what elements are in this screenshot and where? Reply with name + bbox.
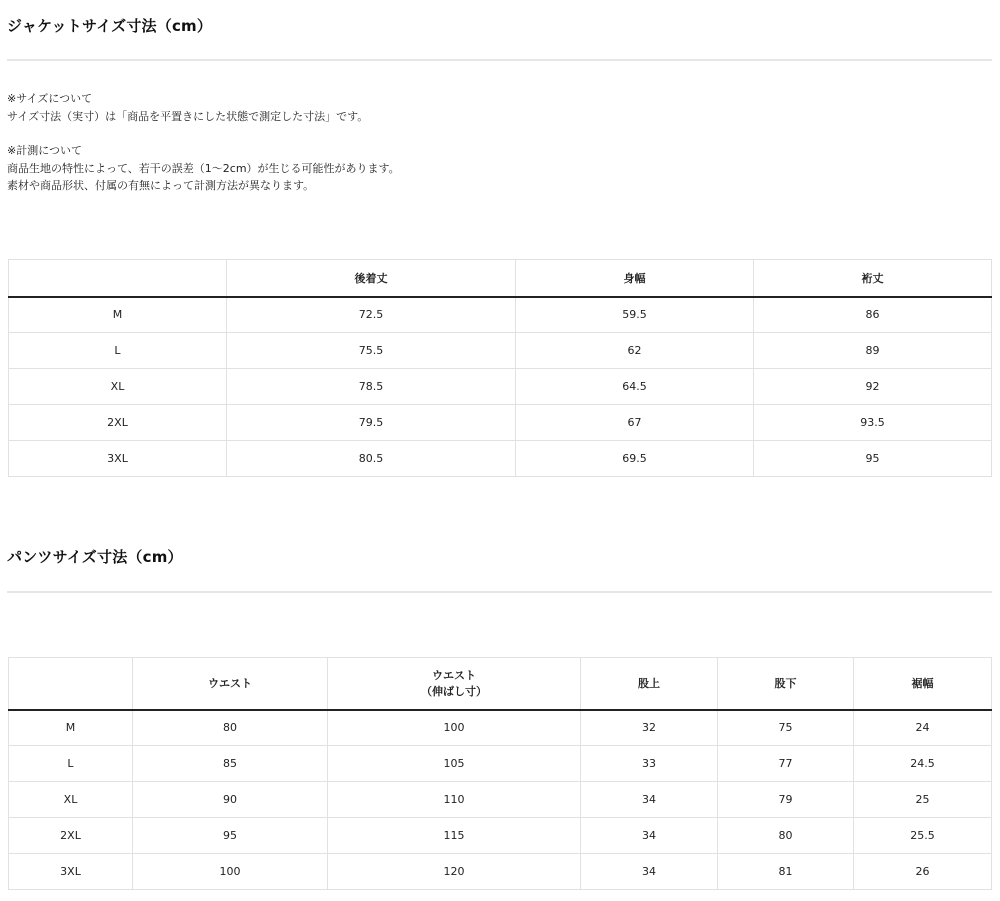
table-row [9,405,992,441]
column-header-rise: 股上 [581,658,718,710]
hem-width-cell: 24.5 [854,746,992,782]
rise-cell: 34 [581,782,718,818]
hem-width-cell: 25.5 [854,818,992,854]
sleeve-length-cell: 93.5 [754,405,992,441]
waist-cell: 85 [133,746,328,782]
jacket-size-table [8,259,992,477]
rise-cell: 32 [581,710,718,746]
inseam-cell: 81 [718,854,854,890]
inseam-cell: 80 [718,818,854,854]
table-row [9,333,992,369]
chest-width-cell: 59.5 [516,297,754,333]
inseam-cell: 75 [718,710,854,746]
table-row [9,746,992,782]
waist-stretched-cell: 100 [328,710,581,746]
pants-title-divider [7,591,992,593]
note-measure-text-1: 商品生地の特性によって、若干の誤差（1〜2cm）が生じる可能性があります。 [7,161,400,175]
column-header-inseam: 股下 [718,658,854,710]
table-header-row [9,658,992,710]
hem-width-cell: 24 [854,710,992,746]
size-cell: 3XL [9,854,133,890]
column-header-length: 後着丈 [227,260,516,297]
waist-cell: 100 [133,854,328,890]
rise-cell: 34 [581,854,718,890]
column-header-waist-stretched-label: ウエスト [432,669,476,683]
waist-cell: 95 [133,818,328,854]
table-row [9,710,992,746]
hem-width-cell: 26 [854,854,992,890]
pants-size-title: パンツサイズ寸法（cm） [7,548,183,566]
size-cell: 2XL [9,405,227,441]
length-cell: 72.5 [227,297,516,333]
length-cell: 79.5 [227,405,516,441]
length-cell: 75.5 [227,333,516,369]
column-header-waist-stretched-sub: （伸ばし寸） [421,685,487,699]
chest-width-cell: 64.5 [516,369,754,405]
length-cell: 80.5 [227,441,516,477]
table-row [9,297,992,333]
chest-width-cell: 67 [516,405,754,441]
column-header-sleeve-length: 裄丈 [754,260,992,297]
size-cell: M [9,297,227,333]
jacket-size-title: ジャケットサイズ寸法（cm） [7,17,213,35]
length-cell: 78.5 [227,369,516,405]
sleeve-length-cell: 92 [754,369,992,405]
column-header-chest-width: 身幅 [516,260,754,297]
size-cell: M [9,710,133,746]
table-row [9,854,992,890]
sleeve-length-cell: 86 [754,297,992,333]
waist-stretched-cell: 105 [328,746,581,782]
column-header-waist: ウエスト [133,658,328,710]
column-header-hem-width: 裾幅 [854,658,992,710]
column-header-waist-stretched [328,658,581,710]
table-row [9,818,992,854]
sleeve-length-cell: 89 [754,333,992,369]
size-cell: L [9,746,133,782]
sleeve-length-cell: 95 [754,441,992,477]
size-notes [7,90,400,195]
table-row [9,782,992,818]
size-cell: 2XL [9,818,133,854]
column-header-size [9,260,227,297]
inseam-cell: 77 [718,746,854,782]
pants-size-table [8,657,992,890]
note-spacer [7,125,400,142]
chest-width-cell: 69.5 [516,441,754,477]
size-cell: XL [9,369,227,405]
jacket-title-divider [7,59,992,61]
note-size-text: サイズ寸法（実寸）は「商品を平置きにした状態で測定した寸法」です。 [7,109,369,123]
column-header-size [9,658,133,710]
table-header-row [9,260,992,297]
size-cell: L [9,333,227,369]
waist-stretched-cell: 110 [328,782,581,818]
waist-stretched-cell: 115 [328,818,581,854]
waist-cell: 90 [133,782,328,818]
waist-cell: 80 [133,710,328,746]
waist-stretched-cell: 120 [328,854,581,890]
inseam-cell: 79 [718,782,854,818]
note-size-heading: ※サイズについて [7,92,93,105]
rise-cell: 34 [581,818,718,854]
size-cell: XL [9,782,133,818]
rise-cell: 33 [581,746,718,782]
chest-width-cell: 62 [516,333,754,369]
size-cell: 3XL [9,441,227,477]
note-measure-text-2: 素材や商品形状、付属の有無によって計測方法が異なります。 [7,179,315,192]
note-measure-heading: ※計測について [7,144,82,157]
table-row [9,441,992,477]
table-row [9,369,992,405]
hem-width-cell: 25 [854,782,992,818]
